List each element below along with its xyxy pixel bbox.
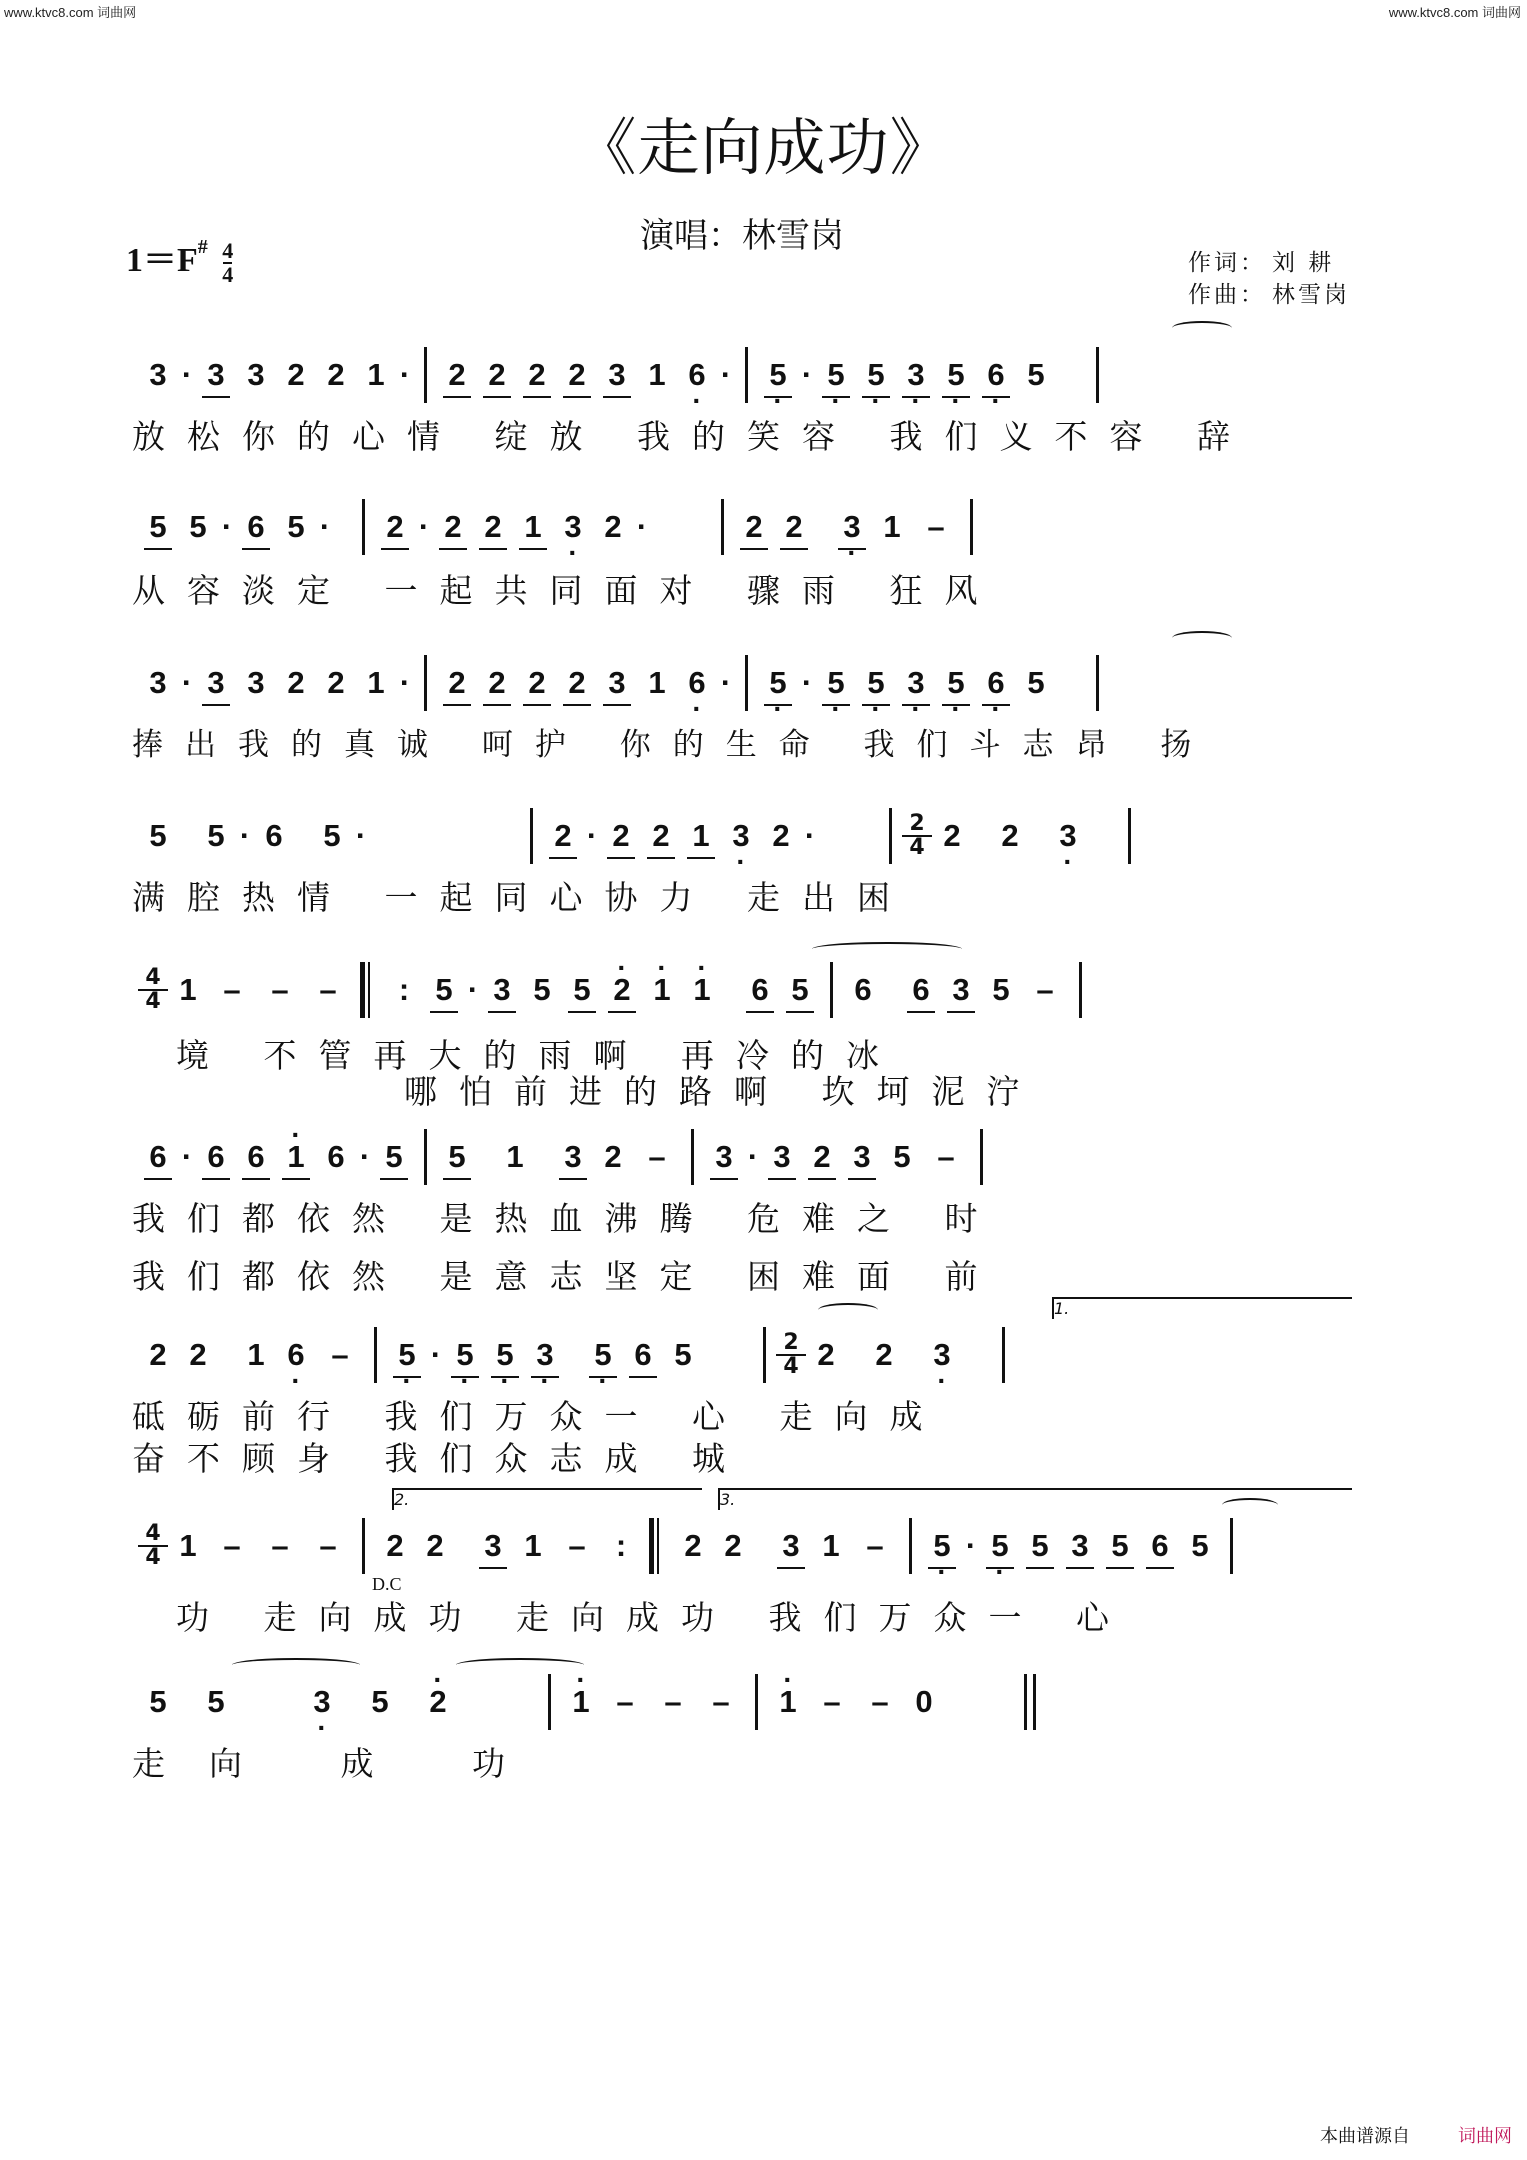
staff-line-5 xyxy=(0,960,1527,1150)
notation-row: 4 4 1 – – – : 5 · 3 5 5 · 2 · 1 · 1 6 5 6 6 3 5 – xyxy=(138,960,1092,1020)
composer-credit xyxy=(1188,276,1350,309)
composer-name: 林雪岗 xyxy=(1272,282,1350,308)
tie-mark xyxy=(1172,321,1232,335)
lyric-line-3: 捧出我的真诚 呵护 你的生命 我们斗志昂 扬 xyxy=(132,727,1214,763)
volta-2: 2. xyxy=(392,1488,702,1510)
staff-line-9 xyxy=(0,1672,1527,1862)
lyric-line-2: 从容淡定 一起共同面对 骤雨 狂风 xyxy=(132,571,1000,610)
dc-mark: D.C xyxy=(372,1574,402,1594)
tie-mark xyxy=(232,1658,360,1672)
footer-site-link[interactable]: 词曲网 xyxy=(1458,2126,1512,2147)
lyric-line-7b: 奋不顾身 我们众志成 城 xyxy=(132,1439,747,1478)
composer-label: 作曲： xyxy=(1188,282,1266,308)
lyricist-label: 作词： xyxy=(1188,250,1266,276)
tie-mark xyxy=(1222,1498,1278,1512)
watermark-right: www.ktvc8.com 词曲网 xyxy=(1388,5,1521,20)
time-num: 4 xyxy=(222,238,234,264)
lyricist-name: 刘 耕 xyxy=(1272,250,1335,276)
lyric-line-6b: 我们都依然 是意志坚定 困难面 前 xyxy=(132,1257,1000,1296)
notation-row: 2 2 1 · 6 – · 5 · · 5 · 5 · 3 · 5 6 5 2 4 2 2 · 3 xyxy=(138,1325,1015,1385)
key-signature xyxy=(126,232,233,286)
tie-mark xyxy=(1172,631,1232,645)
sharp-sign: # xyxy=(197,236,208,258)
lyric-line-8: 功 走向成功 走向成功 我们万众一 心 xyxy=(176,1598,1131,1637)
notation-row: 5 5 · 3 5 · 2 · 1 – – – · 1 – – 0 xyxy=(138,1672,1027,1732)
watermark-left: www.ktvc8.com 词曲网 xyxy=(4,5,137,20)
notation-row: 5 5 · 6 5 · 2 · 2 2 1 · 3 2 · 2 4 2 2 · 3 xyxy=(138,806,1141,866)
notation-row: 6 · 6 6 · 1 6 · 5 5 1 3 2 – 3 · 3 2 3 5 – xyxy=(138,1127,993,1187)
time-den: 4 xyxy=(222,262,234,288)
notation-row: 4 4 1 – – – 2 2 3 1 – : 2 2 3 1 – · 5 · · 5 5 3 5 6 5 xyxy=(138,1516,1243,1576)
tie-mark xyxy=(812,942,962,956)
staff-line-7 xyxy=(0,1299,1527,1515)
lyric-line-7a: 砥砺前行 我们万众一 心 走向成 xyxy=(132,1397,945,1436)
lyricist-credit xyxy=(1188,244,1334,277)
singer-credit: 演唱：林雪岗 xyxy=(640,216,844,256)
staff-line-6 xyxy=(0,1127,1527,1317)
footer-source: 本曲谱源自 xyxy=(1320,2126,1410,2147)
tie-mark xyxy=(456,1658,584,1672)
lyric-line-9: 走向 成 功 xyxy=(132,1744,549,1783)
lyric-line-5b: 哪怕前进的路啊 坎坷泥泞 xyxy=(404,1072,1042,1111)
notation-row: 3 · 3 3 2 2 1 · 2 2 2 2 3 1 · 6 · · 5 · · 5 · 5 · 3 · 5 · 6 5 xyxy=(138,653,1109,713)
notation-row: 5 5 · 6 5 · 2 · 2 2 1 · 3 2 · 2 2 · 3 1 – xyxy=(138,497,983,557)
lyric-line-4: 满腔热情 一起同心协力 走出困 xyxy=(132,878,912,917)
key-prefix: 1＝F xyxy=(126,242,198,279)
notation-row: 3 · 3 3 2 2 1 · 2 2 2 2 3 1 · 6 · · 5 · · 5 · 5 · 3 · 5 · 6 5 xyxy=(138,345,1109,405)
time-signature xyxy=(222,240,233,286)
lyric-line-1: 放松你的心情 绽放 我的笑容 我们义不容 辞 xyxy=(132,417,1252,456)
lyric-line-6a: 我们都依然 是热血沸腾 危难之 时 xyxy=(132,1199,1000,1238)
volta-3: 3. xyxy=(718,1488,1352,1510)
score-title: 《走向成功》 xyxy=(574,111,953,184)
tie-mark xyxy=(818,1303,878,1317)
volta-1: 1. xyxy=(1052,1297,1352,1319)
lyric-line-5a: 境 不管再大的雨啊 再冷的冰 xyxy=(176,1036,901,1075)
